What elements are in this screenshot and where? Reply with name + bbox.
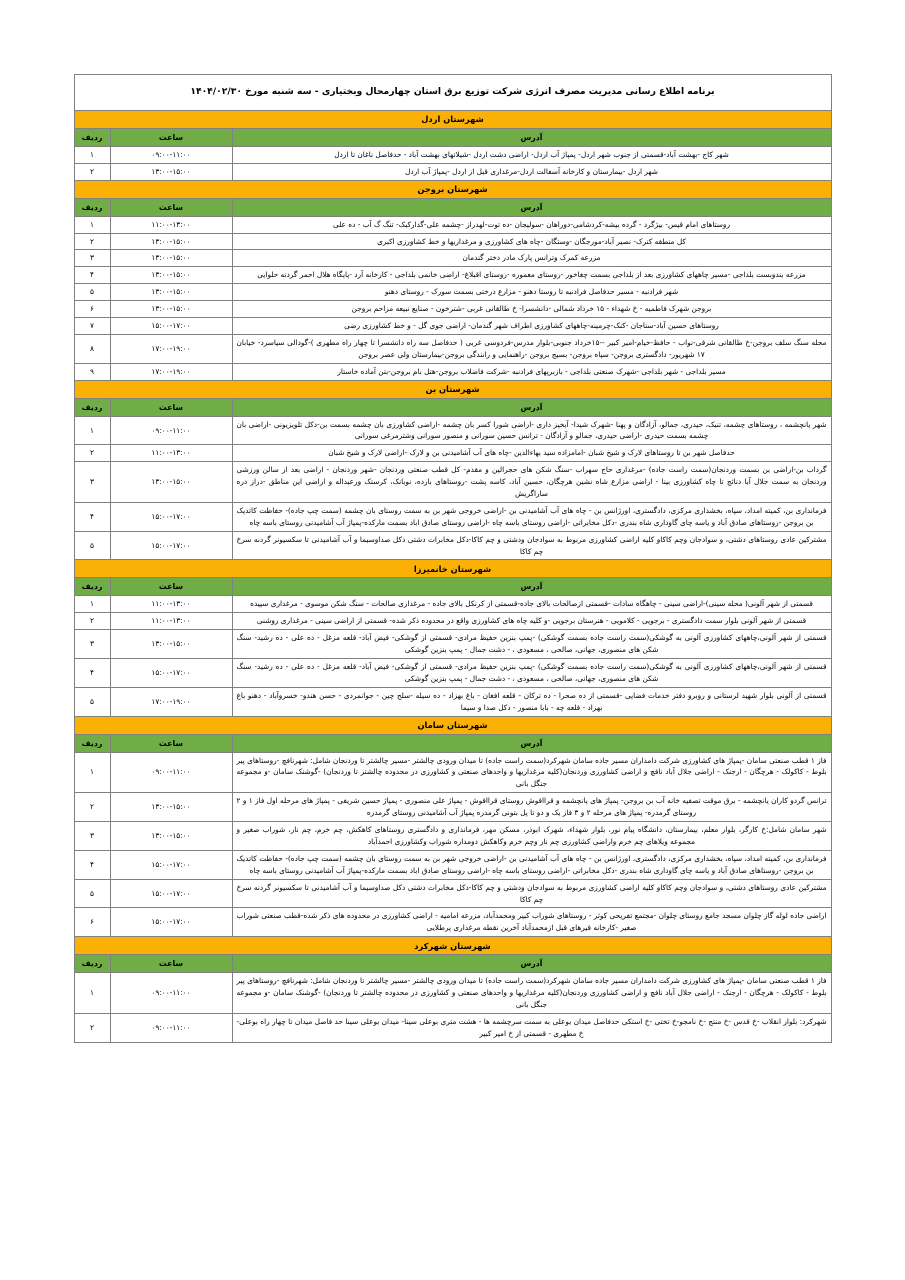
table-row bbox=[74, 793, 831, 822]
outage-address: شهر فرادنبه - مسیر حدفاصل فرادنبه تا روستا دهنو - مزارع درختی بسمت سورک - روستای دهنو bbox=[232, 284, 831, 301]
county-name: شهرستان بروجن bbox=[74, 180, 831, 198]
county-header-row bbox=[74, 560, 831, 578]
column-header-time: ساعت bbox=[110, 955, 232, 973]
table-row bbox=[74, 334, 831, 363]
outage-time: ۱۵:۰۰-۱۷:۰۰ bbox=[110, 879, 232, 908]
outage-time: ۱۱:۰۰-۱۳:۰۰ bbox=[110, 445, 232, 462]
outage-schedule-table bbox=[74, 74, 832, 1043]
outage-time: ۱۷:۰۰-۱۹:۰۰ bbox=[110, 363, 232, 380]
outage-address: مشترکین عادی روستاهای دشتی، و سوادجان وچم کاکاو کلیه اراضی کشاورزی مربوط به سوادجان ودشتی و چم کاکا-دکل مخابرات دشتی دکل صداوسیما و آب آشامیدنی تا سکسیونر گردنه سرخ چم کاکا bbox=[232, 531, 831, 560]
outage-address: محله سنگ سلف بروجن-خ طالقانی شرقی-نواب - حافظ-خیام-امیر کبیر --۱۵خرداد جنوبی-بلوار مدرس-فردوسی غربی ( حدفاصل سه راه دانشسرا تا چهار راه مطهری )-گودالی سیاسرد- خیابان ۱۷ شهریور- دادگستری بروجن- سپاه بروجن- بسیج بروجن -راهنمایی و رانندگی بروجن-بیمارستان ولی عصر بروجن bbox=[232, 334, 831, 363]
row-index: ۹ bbox=[74, 363, 110, 380]
outage-address: شهرکرد: بلوار انقلاب -خ قدس -خ منتج -خ نامجو-خ تختی -خ استکی حدفاصل میدان بوعلی به سمت سرچشمه ها - هشت متری بوعلی سینا- میدان بوعلی سینا حد فاصل میدان تا چهار راه بوعلی- خ مطهری - قسمتی از خ امیر کبیر bbox=[232, 1013, 831, 1042]
outage-time: ۱۵:۰۰-۱۷:۰۰ bbox=[110, 850, 232, 879]
column-header-index: ردیف bbox=[74, 955, 110, 973]
row-index: ۴ bbox=[74, 267, 110, 284]
row-index: ۳ bbox=[74, 250, 110, 267]
outage-address: فاز ۱ قطب صنعتی سامان -پمپاژ های کشاورزی شرکت دامداران مسیر جاده سامان شهرکرد(سمت راست جاده) تا میدان ورودی چالشتر -مسیر چالشتر تا وردنجان شامل: شهرنافچ -روستاهای پیر بلوط - کاکولک - هرچگان - ارجنک - اراضی جلال آباد نافچ و اراضی کشاورزی وردنجان(کلیه مرغداریها و واحدهای صنعتی و کشاورزی در محدوده چالشتر تا وردنجان) -گوشنک سامان -و مجموعه جنگل بانی bbox=[232, 973, 831, 1014]
row-index: ۱ bbox=[74, 596, 110, 613]
outage-address: مسیر بلداجی - شهر بلداجی -شهرک صنعتی بلداجی - بازبرپهای فرادنبه -شرکت فاضلاب بروجن-هتل بام بروجن-بتن آماده خاستار bbox=[232, 363, 831, 380]
outage-address: ترانس گردو کاران یانچشمه - برق موقت تصفیه خانه آب بن بروجن- پمپاژ های یانچشمه و قرااقوش روستای قرااقوش - پمپاژ علی منصوری - پمپاژ حسین شریفی - پمپاژ های مرحله اول فاز ۱ و ۲ روستای گرمدره- پمپاژ های مرحله ۲ و ۳ فاز یک و دو تا پل بتونی گرمدره پمپاژ آب آشامیدنی روستای گرمدره bbox=[232, 793, 831, 822]
row-index: ۲ bbox=[74, 163, 110, 180]
outage-time: ۱۳:۰۰-۱۵:۰۰ bbox=[110, 267, 232, 284]
outage-time: ۱۳:۰۰-۱۵:۰۰ bbox=[110, 233, 232, 250]
outage-time: ۱۷:۰۰-۱۹:۰۰ bbox=[110, 334, 232, 363]
outage-address: حدفاصل شهر بن تا روستاهای لارک و شیخ شبان -امامزاده سید بهاءالدین -چاه های آب آشامیدنی بن و لارک -اراضی لارک و شیخ شبان bbox=[232, 445, 831, 462]
table-row bbox=[74, 1013, 831, 1042]
column-header-address: آدرس bbox=[232, 128, 831, 146]
outage-address: قسمتی از آلونی بلوار شهید لرستانی و روبرو دفتر خدمات فضایی -قسمتی از ده صحرا - ده ترکان - قلعه افغان - باغ بهزاد - ده سیله -سلح چین - جوانمردی - حسن هندو- خسروآباد - دهنو باغ بهزاد - قلعه چه - بابا منصور - دکل صدا و سیما bbox=[232, 687, 831, 716]
outage-address: مشترکین عادی روستاهای دشتی، و سوادجان وچم کاکاو کلیه اراضی کشاورزی مربوط به سوادجان ودشتی و چم کاکا-دکل مخابرات دشتی دکل صداوسیما و آب آشامیدنی تا سکسیونر گردنه سرخ چم کاکا bbox=[232, 879, 831, 908]
outage-time: ۱۳:۰۰-۱۵:۰۰ bbox=[110, 462, 232, 503]
row-index: ۵ bbox=[74, 687, 110, 716]
table-row bbox=[74, 752, 831, 793]
outage-time: ۰۹:۰۰-۱۱:۰۰ bbox=[110, 1013, 232, 1042]
outage-time: ۱۳:۰۰-۱۵:۰۰ bbox=[110, 793, 232, 822]
outage-time: ۰۹:۰۰-۱۱:۰۰ bbox=[110, 146, 232, 163]
table-row bbox=[74, 462, 831, 503]
row-index: ۲ bbox=[74, 613, 110, 630]
outage-time: ۱۵:۰۰-۱۷:۰۰ bbox=[110, 318, 232, 335]
outage-address: بروجن شهرک فاطمیه - خ شهداء - ۱۵ خرداد شمالی -دانشسرا- خ طالقانی غربی -شترخون - صنایع نبیعه مزاحم بروجن bbox=[232, 301, 831, 318]
outage-address: قسمتی از شهر آلونی( محله سینی)-اراضی سینی - چاهگاه سادات -قسمتی ازصالحات بالای جاده-قسمتی از کرنکل بالای جاده - مرغداری صالحات - سنگ شکن موسوی - مرغداری سپیده bbox=[232, 596, 831, 613]
column-header-row bbox=[74, 578, 831, 596]
outage-time: ۰۹:۰۰-۱۱:۰۰ bbox=[110, 973, 232, 1014]
row-index: ۲ bbox=[74, 793, 110, 822]
column-header-index: ردیف bbox=[74, 128, 110, 146]
column-header-address: آدرس bbox=[232, 955, 831, 973]
table-row bbox=[74, 445, 831, 462]
county-name: شهرستان خانمیرزا bbox=[74, 560, 831, 578]
table-row bbox=[74, 318, 831, 335]
table-row bbox=[74, 850, 831, 879]
county-name: شهرستان اردل bbox=[74, 110, 831, 128]
county-header-row bbox=[74, 180, 831, 198]
outage-time: ۱۵:۰۰-۱۷:۰۰ bbox=[110, 531, 232, 560]
outage-address: شهر سامان شامل:خ کارگر، بلوار معلم، بیمارستان، دانشگاه پیام نور، بلوار شهداء، شهرک ابوذر، مسکن مهر، فرمانداری و دادگستری روستاهای کاهکش، چم خرم، چم نار، شوراب صغیر و مجموعه ویلاهای چم خرم واراضی کشاورزی چم نار وچم خرم وکاهکش دومداره شوراب وکشاورزی احمدآباد bbox=[232, 822, 831, 851]
outage-address: قسمتی از شهر آلونی بلوار سمت دادگستری - برجویی - کلامویی - هنرستان برجویی -و کلیه چاه های کشاورزی واقع در محدوده ذکر شده- قسمتی از اراضی سینی - مرغداری روشنی bbox=[232, 613, 831, 630]
outage-time: ۱۷:۰۰-۱۹:۰۰ bbox=[110, 687, 232, 716]
row-index: ۱ bbox=[74, 752, 110, 793]
column-header-index: ردیف bbox=[74, 398, 110, 416]
column-header-address: آدرس bbox=[232, 734, 831, 752]
row-index: ۵ bbox=[74, 879, 110, 908]
row-index: ۴ bbox=[74, 659, 110, 688]
outage-address: شهر یانچشمه ، روستاهای چشمه، تنبک، حیدری، جمالو، آزادگان و پهنا -شهرک شیدا- آبخیز داری -اراضی شورا کسر بان چشمه -اراضی کشاورزی بان چشمه بسمت بن-دکل تلویزیونی -اراضی بان چشمه بسمت حیدری -اراضی حیدری، جمالو و آزادگان - ترانس حسین سورانی و منصور سورانی وشترمرغی سورانی bbox=[232, 416, 831, 445]
row-index: ۷ bbox=[74, 318, 110, 335]
outage-time: ۰۹:۰۰-۱۱:۰۰ bbox=[110, 752, 232, 793]
column-header-address: آدرس bbox=[232, 398, 831, 416]
county-name: شهرستان سامان bbox=[74, 716, 831, 734]
outage-address: قسمتی از شهر آلونی،چاههای کشاورزی آلونی به گوشکی(سمت راست جاده بسمت گوشکی) -پمپ بنزین حفیظ مرادی- قسمتی از گوشکی- فیض آباد- قلعه مزغل - ده علی - ده رشید- سنگ شکن های منصوری، جهانی، صالحی ، مسعودی ، - دشت جمال - پمپ بنزین گوشکی bbox=[232, 659, 831, 688]
column-header-time: ساعت bbox=[110, 198, 232, 216]
county-header-row bbox=[74, 716, 831, 734]
outage-address: اراضی جاده لوله گاز چلوان مسجد جامع روستای چلوان -مجتمع تفریحی کوثر - روستاهای شوراب کبیر ومحمدآباد، مزرعه امامیه - اراضی کشاورزی در محدوده های ذکر شده-قطب صنعتی شوراب صغیر -کارخانه قیرهای قبل ازمحمدآباد آخرین نقطه مرغداری پرطلایی bbox=[232, 908, 831, 937]
row-index: ۴ bbox=[74, 502, 110, 531]
outage-time: ۱۵:۰۰-۱۷:۰۰ bbox=[110, 908, 232, 937]
row-index: ۳ bbox=[74, 630, 110, 659]
column-header-index: ردیف bbox=[74, 198, 110, 216]
row-index: ۴ bbox=[74, 850, 110, 879]
outage-address: قسمتی از شهر آلونی،چاههای کشاورزی آلونی به گوشکی(سمت راست جاده بسمت گوشکی) -پمپ بنزین حفیظ مرادی- قسمتی از گوشکی- فیض آباد- قلعه مزغل - ده علی - ده رشید- سنگ شکن های منصوری، جهانی، صالحی ، مسعودی ، - دشت جمال - پمپ بنزین گوشکی bbox=[232, 630, 831, 659]
table-row bbox=[74, 216, 831, 233]
column-header-row bbox=[74, 955, 831, 973]
row-index: ۳ bbox=[74, 822, 110, 851]
outage-address: روستاهای امام قیس- بیژگرد - گرده بیشه-کردشامی-دوراهان -سولیجان -ده توت-لهدراز -چشمه علی-گدارکبک- تنگ گ آب - ده علی bbox=[232, 216, 831, 233]
row-index: ۵ bbox=[74, 284, 110, 301]
table-row bbox=[74, 613, 831, 630]
column-header-time: ساعت bbox=[110, 578, 232, 596]
outage-address: مزرعه بندوبست بلداجی -مسیر چاههای کشاورزی بعد از بلداجی بسمت چغاخور -روستای معموره -روستای اقبلاغ- اراضی خانمی بلداجی - کارخانه آرد -پایگاه هلال احمر گردنه حلوایی bbox=[232, 267, 831, 284]
row-index: ۲ bbox=[74, 445, 110, 462]
column-header-address: آدرس bbox=[232, 578, 831, 596]
table-row bbox=[74, 284, 831, 301]
outage-address: شهر اردل -بیمارستان و کارخانه آسفالت اردل-مرغداری قبل از اردل -پمپاژ آب اردل bbox=[232, 163, 831, 180]
outage-time: ۱۳:۰۰-۱۵:۰۰ bbox=[110, 301, 232, 318]
outage-time: ۱۱:۰۰-۱۳:۰۰ bbox=[110, 596, 232, 613]
outage-time: ۱۳:۰۰-۱۵:۰۰ bbox=[110, 163, 232, 180]
document-title: برنامه اطلاع رسانی مدیریت مصرف انرژی شرکت توزیع برق استان چهارمحال وبختیاری - سه شنبه مورخ ۱۴۰۴/۰۲/۳۰ bbox=[74, 75, 831, 111]
outage-address: کل منطقه کنرک- نصیر آباد-مورجگان -وستگان -چاه های کشاورزی و مرغداریها و خط کشاورزی اکبری bbox=[232, 233, 831, 250]
column-header-row bbox=[74, 734, 831, 752]
row-index: ۶ bbox=[74, 908, 110, 937]
outage-address: گرداب بن-اراضی بن بسمت وردنجان(سمت راست جاده) -مرغداری حاج سهراب -سنگ شکن های حجرالین و مقدم- کل قطب صنعتی وردنجان -شهر وردنجان - اراضی بعد از سالن ورزشی وردنجان به سمت جلال آبا دنائج تا چاه کشاورزی بینا - اراضی مزارع شاه نشین هرچگان، حسین آباد، کاسه پشت -روستاهای بارده، نوبانک، کرستک ورعبداله و اراضی این مناطق -دراز دره ساراگریش bbox=[232, 462, 831, 503]
table-row bbox=[74, 630, 831, 659]
outage-time: ۱۱:۰۰-۱۳:۰۰ bbox=[110, 216, 232, 233]
row-index: ۲ bbox=[74, 233, 110, 250]
column-header-index: ردیف bbox=[74, 578, 110, 596]
column-header-time: ساعت bbox=[110, 734, 232, 752]
table-row bbox=[74, 502, 831, 531]
outage-address: فرمانداری بن، کمیته امداد، سپاه، بخشداری مرکزی، دادگستری، اورژانس بن - چاه های آب آشامیدنی بن -اراضی خروجی شهر بن به سمت روستای بان چشمه (سمت چپ جاده)- حفاظت کاتدیک بن بروجن -روستاهای صادق آباد و یاسه چای گاوداری شاه بندری -دکل مخابراتی -اراضی روستای باسه چاه -اراضی روستای صادق اباد بسمت مارکده-پمپاژ آب آشامیدنی روستای باسه چاه bbox=[232, 850, 831, 879]
column-header-address: آدرس bbox=[232, 198, 831, 216]
column-header-row bbox=[74, 198, 831, 216]
table-row bbox=[74, 250, 831, 267]
county-name: شهرستان شهرکرد bbox=[74, 937, 831, 955]
outage-address: روستاهای حسین آباد-سناجان -کنک-چرمینه-چاههای کشاورزی اطراف شهر گندمان- اراضی جوی گل - و خط کشاورزی رضی bbox=[232, 318, 831, 335]
row-index: ۱ bbox=[74, 973, 110, 1014]
outage-address: فاز ۱ قطب صنعتی سامان -پمپاژ های کشاورزی شرکت دامداران مسیر جاده سامان شهرکرد(سمت راست جاده) تا میدان ورودی چالشتر -مسیر چالشتر تا وردنجان شامل: شهرنافچ -روستاهای پیر بلوط - کاکولک - هرچگان - ارجنک - اراضی جلال آباد نافچ و اراضی کشاورزی وردنجان(کلیه مرغداریها و واحدهای صنعتی و کشاورزی در محدوده چالشتر تا وردنجان) -گوشنک سامان -و مجموعه جنگل بانی bbox=[232, 752, 831, 793]
table-row bbox=[74, 233, 831, 250]
column-header-row bbox=[74, 398, 831, 416]
outage-time: ۱۵:۰۰-۱۷:۰۰ bbox=[110, 502, 232, 531]
row-index: ۶ bbox=[74, 301, 110, 318]
table-row bbox=[74, 908, 831, 937]
table-row bbox=[74, 822, 831, 851]
table-row bbox=[74, 687, 831, 716]
column-header-time: ساعت bbox=[110, 398, 232, 416]
outage-time: ۱۳:۰۰-۱۵:۰۰ bbox=[110, 284, 232, 301]
row-index: ۲ bbox=[74, 1013, 110, 1042]
column-header-index: ردیف bbox=[74, 734, 110, 752]
county-header-row bbox=[74, 380, 831, 398]
document-title-row bbox=[74, 75, 831, 111]
row-index: ۳ bbox=[74, 462, 110, 503]
county-header-row bbox=[74, 110, 831, 128]
table-row bbox=[74, 267, 831, 284]
row-index: ۸ bbox=[74, 334, 110, 363]
table-row bbox=[74, 531, 831, 560]
column-header-row bbox=[74, 128, 831, 146]
row-index: ۱ bbox=[74, 146, 110, 163]
outage-address: مزرعه کمرک وترانس پارک مادر دختر گندمان bbox=[232, 250, 831, 267]
table-row bbox=[74, 596, 831, 613]
outage-time: ۱۳:۰۰-۱۵:۰۰ bbox=[110, 630, 232, 659]
table-row bbox=[74, 301, 831, 318]
outage-time: ۱۳:۰۰-۱۵:۰۰ bbox=[110, 822, 232, 851]
table-row bbox=[74, 363, 831, 380]
table-row bbox=[74, 879, 831, 908]
outage-time: ۰۹:۰۰-۱۱:۰۰ bbox=[110, 416, 232, 445]
table-row bbox=[74, 659, 831, 688]
county-header-row bbox=[74, 937, 831, 955]
outage-time: ۱۳:۰۰-۱۵:۰۰ bbox=[110, 250, 232, 267]
outage-address: فرمانداری بن، کمیته امداد، سپاه، بخشداری مرکزی، دادگستری، اورژانس بن - چاه های آب آشامیدنی بن -اراضی خروجی شهر بن به سمت روستای بان چشمه (سمت چپ جاده)- حفاظت کاتدیک بن بروجن -روستاهای صادق آباد و یاسه چای گاوداری شاه بندری -دکل مخابراتی -اراضی روستای باسه چاه -اراضی روستای صادق اباد بسمت مارکده-پمپاژ آب آشامیدنی روستای باسه چاه bbox=[232, 502, 831, 531]
table-row bbox=[74, 163, 831, 180]
outage-time: ۱۵:۰۰-۱۷:۰۰ bbox=[110, 659, 232, 688]
table-row bbox=[74, 146, 831, 163]
row-index: ۱ bbox=[74, 216, 110, 233]
county-name: شهرستان بن bbox=[74, 380, 831, 398]
outage-address: شهر کاج -بهشت آباد-قسمتی از جنوب شهر اردل- پمپاژ آب اردل- اراضی دشت اردل -شیلاتهای بهشت آباد - حدفاصل ناغان تا اردل bbox=[232, 146, 831, 163]
row-index: ۵ bbox=[74, 531, 110, 560]
row-index: ۱ bbox=[74, 416, 110, 445]
table-row bbox=[74, 973, 831, 1014]
column-header-time: ساعت bbox=[110, 128, 232, 146]
outage-time: ۱۱:۰۰-۱۳:۰۰ bbox=[110, 613, 232, 630]
table-row bbox=[74, 416, 831, 445]
